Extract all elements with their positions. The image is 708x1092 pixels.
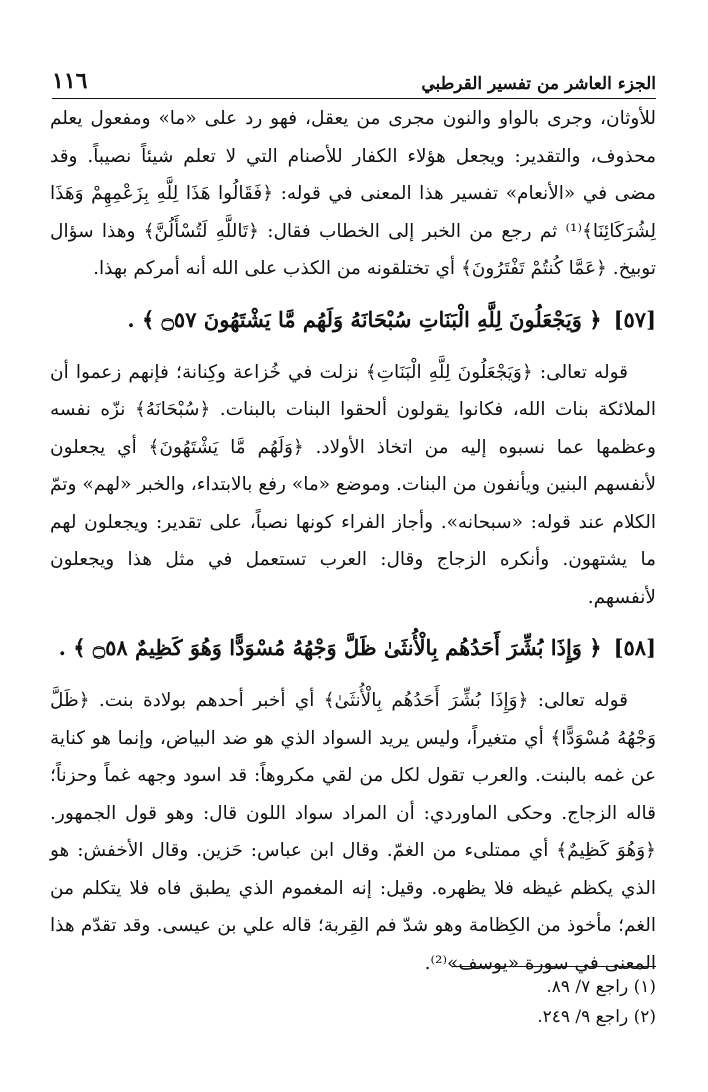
footnote-1: (١) راجع ٧/ ٨٩. <box>546 977 656 997</box>
verse-58 <box>50 628 656 668</box>
footnote-divider <box>452 966 656 967</box>
running-title: الجزء العاشر من تفسير القرطبي <box>421 74 656 94</box>
paragraph-continuation: للأوثان، وجرى بالواو والنون مجرى من يعقل، فهو رد على «ما» ومفعول يعلم محذوف، والتقدير: ويجعل هؤلاء الكفار للأصنام التي لا تعلم شيئاً نصيباً. وقد مضى في «الأنعام» تفسير هذا المعنى في قوله: ﴿فَقَالُوا هَذَا لِلَّهِ بِزَعْمِهِمْ وَهَذَا لِشُرَكَائِنَا﴾⁽¹⁾ ثم رجع من الخبر إلى الخطاب فقال: ﴿تَاللَّهِ لَتُسْأَلُنَّ﴾ وهذا سؤال توبيخ. ﴿عَمَّا كُنتُمْ تَفْتَرُونَ﴾ أي تختلقونه من الكذب على الله أنه أمركم بهذا. <box>50 108 656 279</box>
verse-57 <box>50 300 656 340</box>
footnote-2: (٢) راجع ٩/ ٢٤٩. <box>537 1007 656 1027</box>
footnotes <box>537 972 656 1032</box>
verse-text: ﴿ وَإِذَا بُشِّرَ أَحَدُهُم بِالْأُنثَىٰ ظَلَّ وَجْهُهُ مُسْوَدًّا وَهُوَ كَظِيمٌ ۝٥٨ ﴾ . <box>58 635 602 660</box>
verse-number: [٥٧] <box>613 306 656 332</box>
page-header <box>52 60 656 99</box>
page-body <box>50 100 656 982</box>
verse-text: ﴿ وَيَجْعَلُونَ لِلَّهِ الْبَنَاتِ سُبْحَانَهُ وَلَهُم مَّا يَشْتَهُونَ ۝٥٧ ﴾ . <box>127 306 602 332</box>
commentary-58: قوله تعالى: ﴿وَإِذَا بُشِّرَ أَحَدُهُم بِالْأُنثَىٰ﴾ أي أخبر أحدهم بولادة بنت. ﴿ظَلَّ وَجْهُهُ مُسْوَدًّا﴾ أي متغيراً، وليس يريد السواد الذي هو ضد البياض، وإنما هو كناية عن غمه بالبنت. والعرب تقول لكل من لقي مكروهاً: قد اسود وجهه غماً وحزناً؛ قاله الزجاج. وحكى الماوردي: أن المراد سواد اللون قال: وهو قول الجمهور. ﴿وَهُوَ كَظِيمٌ﴾ أي ممتلىء من الغمّ. وقال ابن عباس: حَزين. وقال الأخفش: هو الذي يكظم غيظه فلا يظهره. وقيل: إنه المغموم الذي يطبق فاه فلا يتكلم من الغم؛ مأخوذ من الكِظامة وهو شدّ فم القِربة؛ قاله علي بن عيسى. وقد تقدّم هذا المعنى في سورة «يوسف»⁽²⁾. <box>50 690 656 974</box>
commentary-57: قوله تعالى: ﴿وَيَجْعَلُونَ لِلَّهِ الْبَنَاتِ﴾ نزلت في خُزاعة وكِنانة؛ فإنهم زعموا أن الملائكة بنات الله، فكانوا يقولون ألحقوا البنات بالبنات. ﴿سُبْحَانَهُ﴾ نزّه نفسه وعظمها عما نسبوه إليه من اتخاذ الأولاد. ﴿وَلَهُم مَّا يَشْتَهُونَ﴾ أي يجعلون لأنفسهم البنين ويأنفون من البنات. وموضع «ما» رفع بالابتداء، والخبر «لهم» وتمّ الكلام عند قوله: «سبحانه». وأجاز الفراء كونها نصباً، على تقدير: ويجعلون لهم ما يشتهون. وأنكره الزجاج وقال: العرب تستعمل في مثل هذا ويجعلون لأنفسهم. <box>50 361 656 608</box>
page-number: ١١٦ <box>52 68 88 94</box>
verse-number: [٥٨] <box>613 635 656 660</box>
